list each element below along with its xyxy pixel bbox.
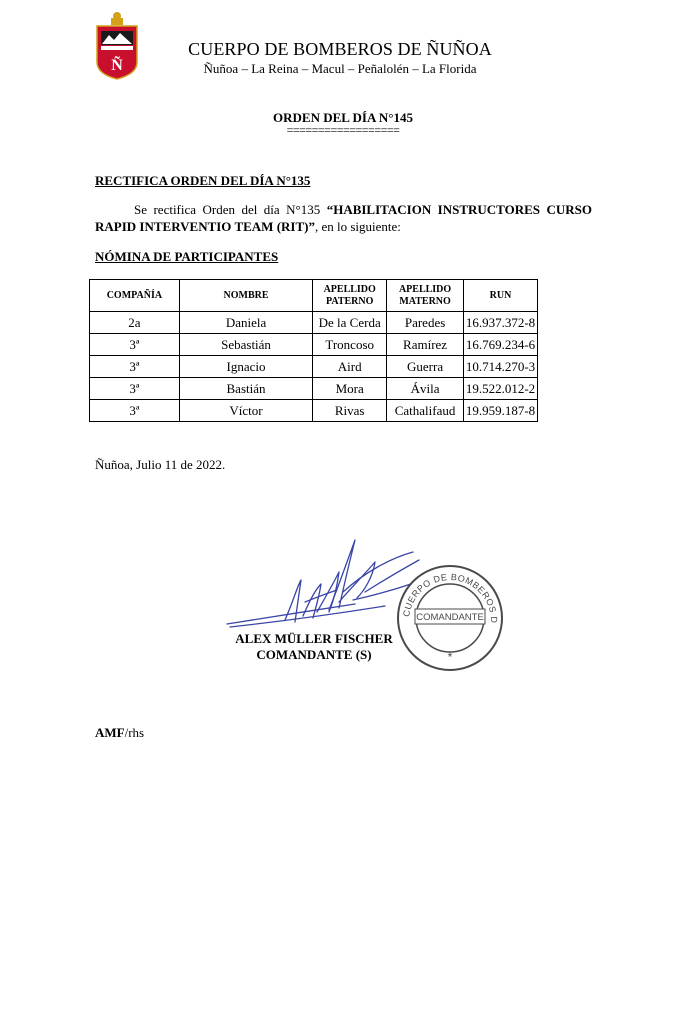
participants-table [89, 279, 538, 422]
cell-compania: 3ª [90, 356, 180, 378]
rectifica-heading: RECTIFICA ORDEN DEL DÍA N°135 [95, 173, 311, 188]
cell-nombre: Daniela [179, 312, 312, 334]
column-header: APELLIDO PATERNO [313, 280, 387, 312]
cell-apellido-materno: Guerra [387, 356, 464, 378]
cell-apellido-paterno: De la Cerda [313, 312, 387, 334]
table-header-row [90, 280, 538, 312]
cell-compania: 3ª [90, 334, 180, 356]
cell-nombre: Ignacio [179, 356, 312, 378]
cell-apellido-paterno: Mora [313, 378, 387, 400]
table-row [90, 356, 538, 378]
stamp-star: * [447, 650, 453, 664]
cell-compania: 2a [90, 312, 180, 334]
cell-compania: 3ª [90, 400, 180, 422]
cell-apellido-materno: Cathalifaud [387, 400, 464, 422]
cell-nombre: Víctor [179, 400, 312, 422]
cell-apellido-materno: Ávila [387, 378, 464, 400]
initials-author: AMF [95, 725, 125, 740]
crest-letter: Ñ [111, 57, 123, 74]
cell-apellido-paterno: Rivas [313, 400, 387, 422]
column-header: NOMBRE [179, 280, 312, 312]
initials-typist: /rhs [124, 725, 145, 740]
signer-name: ALEX MÜLLER FISCHER [235, 631, 393, 646]
reference-initials [95, 725, 144, 741]
table-row [90, 334, 538, 356]
paragraph-course-name: “HABILITACION INSTRUCTORES CURSO RAPID INTERVENTIO TEAM (RIT)” [95, 202, 592, 234]
order-title-rule: ================== [286, 123, 400, 137]
nomina-heading: NÓMINA DE PARTICIPANTES [95, 249, 279, 264]
signer-title: COMANDANTE (S) [256, 647, 372, 662]
column-header: APELLIDO MATERNO [387, 280, 464, 312]
table-row [90, 312, 538, 334]
cell-apellido-materno: Paredes [387, 312, 464, 334]
column-header: RUN [464, 280, 538, 312]
date-line: Ñuñoa, Julio 11 de 2022. [95, 457, 226, 472]
cell-run: 16.769.234-6 [464, 334, 538, 356]
stamp-ring-text: CUERPO DE BOMBEROS D [401, 571, 500, 624]
cell-run: 19.959.187-8 [464, 400, 538, 422]
cell-apellido-paterno: Aird [313, 356, 387, 378]
cell-run: 16.937.372-8 [464, 312, 538, 334]
organization-name: CUERPO DE BOMBEROS DE ÑUÑOA [188, 39, 492, 59]
paragraph-text-end: , en lo siguiente: [314, 219, 401, 234]
rectifica-paragraph [95, 201, 592, 235]
cell-compania: 3ª [90, 378, 180, 400]
table-row [90, 400, 538, 422]
column-header: COMPAÑÍA [90, 280, 180, 312]
cell-run: 10.714.270-3 [464, 356, 538, 378]
cell-nombre: Bastián [179, 378, 312, 400]
crest-logo [94, 10, 140, 80]
crest-icon [94, 10, 140, 80]
cell-run: 19.522.012-2 [464, 378, 538, 400]
table-row [90, 378, 538, 400]
organization-subtitle: Ñuñoa – La Reina – Macul – Peñalolén – La Florida [203, 61, 477, 76]
paragraph-text-start: Se rectifica Orden del día N°135 [134, 202, 327, 217]
cell-nombre: Sebastián [179, 334, 312, 356]
cell-apellido-materno: Ramírez [387, 334, 464, 356]
stamp-center-text: COMANDANTE [416, 612, 484, 623]
cell-apellido-paterno: Troncoso [313, 334, 387, 356]
order-title: ORDEN DEL DÍA N°145 [273, 110, 413, 125]
